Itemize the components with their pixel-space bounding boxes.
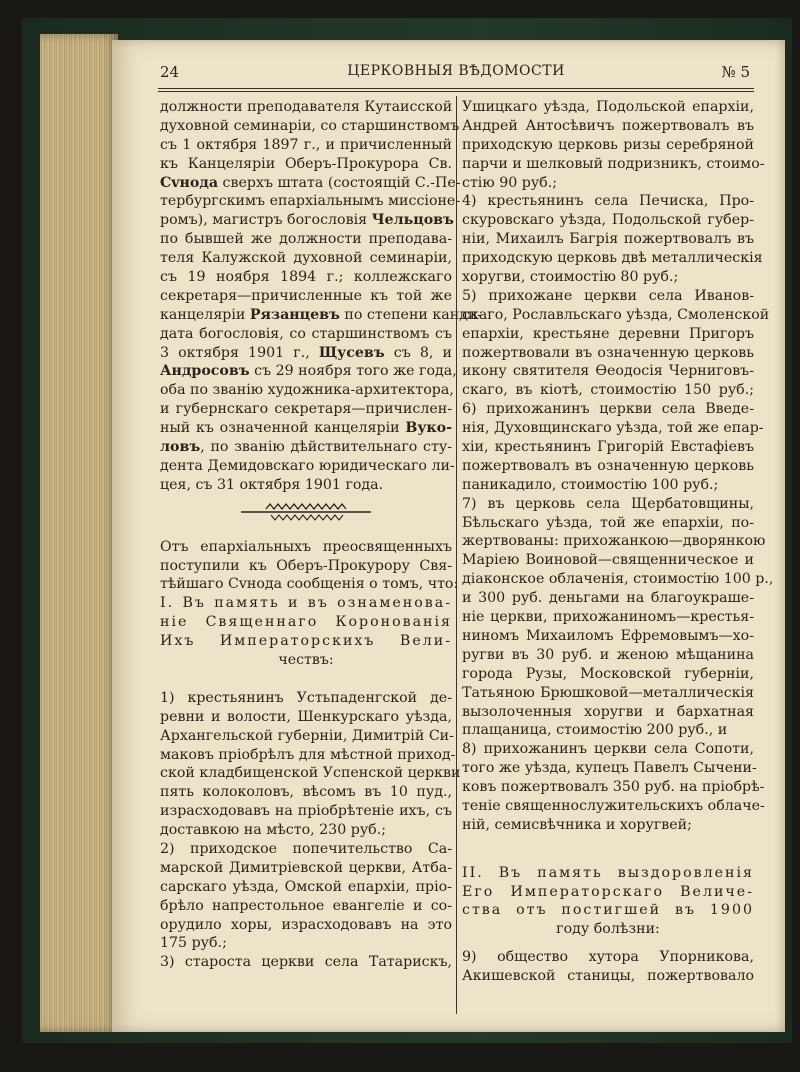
text-line: ромъ), магистръ богословія Чельцовъ bbox=[160, 212, 454, 229]
text-line: 3) староста церкви села Татарискъ, bbox=[160, 954, 452, 971]
text-line: Ихъ Императорскихъ Вели- bbox=[160, 633, 452, 650]
text-line: приходскую церковь двѣ металлическія bbox=[462, 250, 763, 267]
text-line: ніе церкви, прихожаниномъ—крестья- bbox=[462, 609, 754, 626]
text-line: ругви въ 30 руб. и женою мѣщанина bbox=[462, 646, 754, 663]
ornament-icon bbox=[241, 501, 371, 523]
text-line: скаго, въ кіотѣ, стоимостію 150 руб.; bbox=[462, 382, 754, 399]
text-line: нія, Духовщинскаго уѣзда, той же епар- bbox=[462, 420, 764, 437]
text-line: города Рузы, Московской губерніи, bbox=[462, 665, 754, 682]
text-line: ніи, Михаилъ Багрія пожертвовалъ въ bbox=[462, 231, 754, 248]
text-line: Отъ епархіальныхъ преосвященныхъ bbox=[160, 538, 452, 555]
text-line: хоругви, стоимостію 80 руб.; bbox=[462, 269, 679, 286]
header-rule-thin bbox=[158, 91, 754, 92]
text-line: 5) прихожане церкви села Иванов- bbox=[462, 287, 754, 304]
text-line: Андросовъ съ 29 ноября того же года, bbox=[160, 363, 457, 380]
right-donation-items bbox=[462, 98, 774, 835]
text-line: году болѣзни: bbox=[556, 921, 660, 938]
text-line: II. Въ память выздоровленія bbox=[462, 864, 754, 881]
text-line: парчи и шелковый подризникъ, стоимо- bbox=[462, 155, 765, 172]
text-line: чествъ: bbox=[278, 652, 334, 669]
text-line: ковъ пожертвовалъ 350 руб. на пріобрѣ- bbox=[462, 779, 765, 796]
text-line: ный къ означенной канцеляріи Вуко- bbox=[160, 420, 452, 437]
text-line: 8) прихожанинъ церкви села Сопоти, bbox=[462, 741, 754, 758]
text-line: дента Демидовскаго юридическаго ли- bbox=[160, 457, 455, 474]
text-line: съ 19 ноября 1894 г.; коллежскаго bbox=[160, 269, 452, 286]
text-line: пожертвовалъ въ означенную церковь bbox=[462, 457, 754, 474]
text-line: Маріею Воиновой—священническое и bbox=[462, 552, 754, 569]
text-line: ній, семисвѣчника и хоругвей; bbox=[462, 816, 692, 833]
text-line: Ушицкаго уѣзда, Подольской епархіи, bbox=[462, 99, 754, 115]
text-line: пять колоколовъ, вѣсомъ въ 10 пуд., bbox=[160, 784, 452, 801]
text-line: ревни и волости, Шенкурскаго уѣзда, bbox=[160, 708, 452, 725]
text-line: 2) приходское попечительство Са- bbox=[160, 840, 452, 857]
text-line: Бѣльскаго уѣзда, той же епархіи, по- bbox=[462, 514, 754, 531]
text-line: должности преподавателя Кутаисской bbox=[160, 99, 453, 115]
text-line: сарскаго уѣзда, Омской епархіи, пріо- bbox=[160, 878, 452, 895]
column-divider bbox=[456, 96, 457, 1014]
left-paragraph-appointments bbox=[160, 98, 483, 495]
text-line: того же уѣзда, купецъ Павелъ Сычени- bbox=[462, 760, 757, 777]
text-line: тѣйшаго Сvнода сообщенія о томъ, что: bbox=[160, 576, 459, 593]
document-page bbox=[112, 40, 785, 1032]
text-line: маковъ пріобрѣлъ для мѣстной приход- bbox=[160, 746, 456, 763]
running-header bbox=[160, 58, 752, 86]
text-line: поступили къ Оберъ-Прокурору Свя- bbox=[160, 557, 452, 574]
journal-title: ЦЕРКОВНЫЯ ВѢДОМОСТИ bbox=[347, 63, 565, 79]
text-line: Архангельской губерніи, Димитрій Си- bbox=[160, 727, 454, 744]
text-line: скаго, Рославльскаго уѣзда, Смоленской bbox=[462, 306, 770, 323]
section-ornament bbox=[160, 495, 452, 529]
header-rule bbox=[158, 88, 754, 89]
issue-number: № 5 bbox=[721, 63, 750, 81]
text-line: секретаря—причисленные къ той же bbox=[160, 287, 452, 304]
text-line: 4) крестьянинъ села Печиска, Про- bbox=[462, 193, 754, 210]
text-line: 1) крестьянинъ Устьпаденгской де- bbox=[160, 689, 452, 706]
text-line: духовной семинаріи, со старшинствомъ bbox=[160, 117, 460, 134]
text-line: канцеляріи Рязанцевъ по степени канди- bbox=[160, 306, 483, 323]
text-line: дата богословія, со старшинствомъ съ bbox=[160, 325, 452, 342]
text-line: Андрей Антосѣвичъ пожертвовалъ въ bbox=[462, 117, 754, 134]
text-line: оба по званію художника-архитектора, bbox=[160, 382, 454, 399]
text-line: пожертвовали въ означенную церковь bbox=[462, 344, 754, 361]
text-line: 175 руб.; bbox=[160, 935, 227, 952]
text-line: 6) прихожанинъ церкви села Введе- bbox=[462, 401, 754, 418]
text-line: орудило хоры, израсходовавъ на это bbox=[160, 916, 452, 933]
text-line: ства отъ постигшей въ 1900 bbox=[462, 902, 754, 919]
text-line: діаконское облаченія, стоимостію 100 р., bbox=[462, 571, 774, 588]
text-line: цея, съ 31 октября 1901 года. bbox=[160, 476, 384, 493]
text-line: тербургскимъ епархіальнымъ миссіоне- bbox=[160, 193, 461, 210]
text-line: по бывшей же должности преподава- bbox=[160, 231, 452, 248]
text-line: брѣло напрестольное евангеліе и со- bbox=[160, 897, 452, 914]
left-intro-paragraph bbox=[160, 538, 459, 670]
text-line: и 300 руб. деньгами на благоукраше- bbox=[462, 590, 754, 607]
left-donation-items bbox=[160, 689, 461, 972]
text-line: Татьяною Брюшковой—металлическія bbox=[462, 684, 754, 701]
text-line: ниномъ Михаиломъ Ефремовымъ—хо- bbox=[462, 627, 754, 644]
text-line: ловъ, по званію дѣйствительнаго сту- bbox=[160, 439, 452, 456]
text-line: 3 октября 1901 г., Щусевъ съ 8, и bbox=[160, 344, 452, 361]
text-line: вызолоченныя хоругви и бархатная bbox=[462, 703, 754, 720]
text-line: израсходовавъ на пріобрѣтеніе ихъ, съ bbox=[160, 803, 452, 820]
text-line: плащаница, стоимостію 200 руб., и bbox=[462, 722, 728, 739]
text-line: доставкою на мѣсто, 230 руб.; bbox=[160, 822, 387, 839]
text-line: епархіи, крестьяне деревни Пригоръ bbox=[462, 325, 754, 342]
section-two-heading bbox=[462, 864, 754, 940]
text-line: теніе священнослужительскихъ облаче- bbox=[462, 797, 765, 814]
page-edges bbox=[40, 34, 118, 1032]
text-line: хіи, крестьянинъ Григорій Евстафіевъ bbox=[462, 439, 754, 456]
right-column bbox=[462, 98, 774, 986]
text-line: Сvнода сверхъ штата (состоящій С.-Пе- bbox=[160, 174, 461, 191]
text-line: паникадило, стоимостію 100 руб.; bbox=[462, 476, 719, 493]
text-line: ніе Священнаго Коронованія bbox=[160, 614, 452, 631]
text-line: 9) общество хутора Упорникова, bbox=[462, 949, 754, 966]
right-tail-item bbox=[462, 948, 754, 986]
text-line: стію 90 руб.; bbox=[462, 174, 558, 191]
text-line: и губернскаго секретаря—причислен- bbox=[160, 401, 452, 418]
text-line: приходскую церковь ризы серебряной bbox=[462, 136, 754, 153]
text-line: скуровскаго уѣзда, Подольской губер- bbox=[462, 212, 754, 229]
text-line: жертвованы: прихожанкою—дворянкою bbox=[462, 533, 766, 550]
text-line: I. Въ память и въ ознаменова- bbox=[160, 595, 452, 612]
left-column bbox=[160, 98, 483, 972]
text-line: марской Димитріевской церкви, Атба- bbox=[160, 859, 452, 876]
text-line: Акишевской станицы, пожертвовало bbox=[462, 968, 754, 985]
text-line: Его Императорскаго Величе- bbox=[462, 883, 754, 900]
text-line: 7) въ церковь села Щербатовщины, bbox=[462, 495, 754, 512]
text-line: теля Калужской духовной семинаріи, bbox=[160, 250, 452, 267]
text-line: къ Канцеляріи Оберъ-Прокурора Св. bbox=[160, 155, 452, 172]
text-line: икону святителя Ѳеодосія Черниговъ- bbox=[462, 363, 754, 380]
text-line: ской кладбищенской Успенской церкви bbox=[160, 765, 461, 782]
page-number: 24 bbox=[160, 63, 180, 81]
text-line: съ 1 октября 1897 г., и причисленный bbox=[160, 136, 452, 153]
